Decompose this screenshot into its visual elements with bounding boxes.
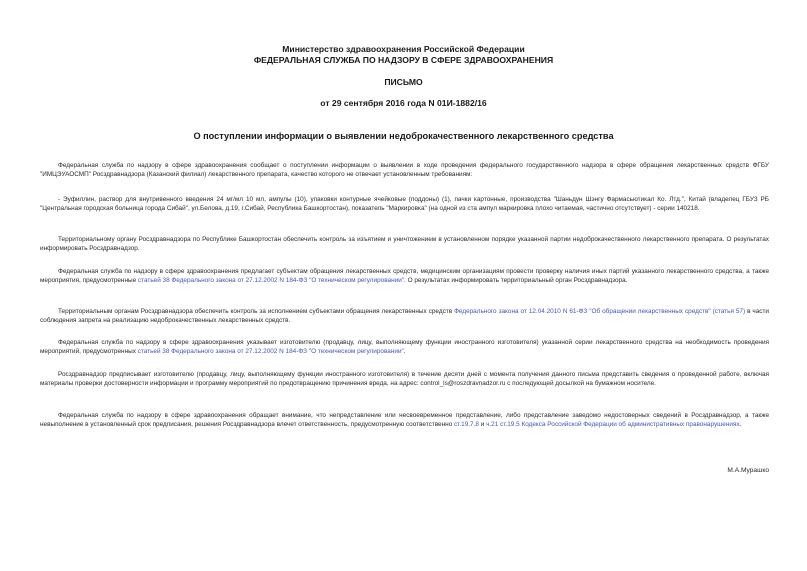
paragraph-5-text-b: в части соблюдения запрета на реализацию недоброкачественных лекарственных средств. bbox=[40, 308, 769, 325]
article-57-link[interactable]: (статья 57) bbox=[712, 308, 746, 315]
service-name: ФЕДЕРАЛЬНАЯ СЛУЖБА ПО НАДЗОРУ В СФЕРЕ ЗДРАВООХРАНЕНИЯ bbox=[253, 55, 554, 65]
koap-article-19-5-link[interactable]: ч.21 ст.19.5 Кодекса Российской Федерации об административных правонарушениях bbox=[486, 421, 740, 429]
paragraph-4-text-a: Федеральная служба по надзору в сфере здравоохранения предлагает субъектам обращения лекарственных средств, медицинским организациям провести проверку наличия иных партий указанного лекарственного средства, а также мероприятия, предусмотренные bbox=[40, 268, 769, 285]
article-19-7-8-link[interactable]: ст.19.7.8 bbox=[453, 421, 479, 429]
paragraph-8 bbox=[40, 411, 769, 429]
ministry-name: Министерство здравоохранения Российской Федерации bbox=[282, 44, 525, 54]
law-184-fz-link-2[interactable]: статьей 38 Федерального закона от 27.12.2002 N 184-ФЗ "О техническом регулировании" bbox=[137, 348, 404, 356]
paragraph-8-text-b: . bbox=[739, 421, 742, 429]
paragraph-4 bbox=[40, 267, 769, 285]
law-61-fz-link[interactable]: Федерального закона от 12.04.2010 N 61-ФЗ "Об обращении лекарственных средств" bbox=[454, 308, 711, 315]
paragraph-1: Федеральная служба по надзору в сфере здравоохранения сообщает о поступлении информации о выявлении в ходе проведения федерального государственного надзора в сфере обращения лекарственных средств ФГБУ "ИМЦЭУАОСМП" Росздравнадзора (Казанский филиал) лекарственного препарата, качество которого не отвечает установленным требованиям: bbox=[40, 162, 769, 179]
law-184-fz-link[interactable]: статьей 38 Федерального закона от 27.12.2002 N 184-ФЗ "О техническом регулировании" bbox=[137, 277, 405, 285]
paragraph-6 bbox=[40, 338, 769, 356]
paragraph-6-text-a: Федеральная служба по надзору в сфере здравоохранения указывает изготовителю (продавцу, лицу, выполняющему функции иностранного изготовителя) указанной серии лекарственного средства на необходимость проведения мероприятий, предусмотренных bbox=[40, 339, 769, 356]
paragraph-7: Росздравнадзор предписывает изготовителю (продавцу, лицу, выполняющему функции иностранного изготовителя) в течение десяти дней с момента получения данного письма представить сведения о проведенной работе, включая материалы проверки достоверности информации и программу мероприятий по предотвращению причинения вреда, на адрес: control_ls@roszdravnadzor.ru с последующей досылкой на бумажном носителе. bbox=[40, 371, 769, 388]
paragraph-8-text-a: Федеральная служба по надзору в сфере здравоохранения обращает внимание, что непредставление или несвоевременное представление, либо представление заведомо недостоверных сведений в Росздравнадзор, а также невыполнение в установленный срок предписания, решения Росздравнадзора влечет ответственность, предусмотренную соответственно bbox=[40, 412, 769, 429]
paragraph-4-text-b: . О результатах информировать территориальный орган Росздравнадзора. bbox=[404, 277, 628, 285]
paragraph-6-text-b: . bbox=[403, 348, 406, 356]
document-date-number: от 29 сентября 2016 года N 01И-1882/16 bbox=[320, 98, 487, 108]
paragraph-3: Территориальному органу Росздравнадзора по Республике Башкортостан обеспечить контроль за изъятием и уничтожением в установленном порядке указанной партии недоброкачественного лекарственного препарата. О результатах информировать Росздравнадзор. bbox=[40, 236, 769, 253]
paragraph-2: - Эуфиллин, раствор для внутривенного введения 24 мг/мл 10 мл, ампулы (10), упаковки контурные ячейковые (поддоны) (1), пачки картонные, производства "Шаньдун Шэнгу Фармасьютикал Ко. Лтд.", Китай (владелец ГБУЗ РБ "Центральная городская больница города Сибай", ул.Белова, д.19, г.Сибай, Республика Башкортостан), показатель "Маркировка" (на одной из ста ампул маркировка плохо читаемая, частично отсутствует) - серии 140218. bbox=[40, 196, 769, 213]
paragraph-5 bbox=[40, 307, 769, 325]
document-type: ПИСЬМО bbox=[384, 77, 423, 87]
document-title: О поступлении информации о выявлении недоброкачественного лекарственного средства bbox=[193, 131, 614, 141]
signature-name: М.А.Мурашко bbox=[727, 467, 769, 474]
paragraph-5-text-a: Территориальным органам Росздравнадзора обеспечить контроль за исполнением субъектами обращения лекарственных средств bbox=[58, 308, 455, 315]
paragraph-8-and: и bbox=[478, 421, 487, 429]
